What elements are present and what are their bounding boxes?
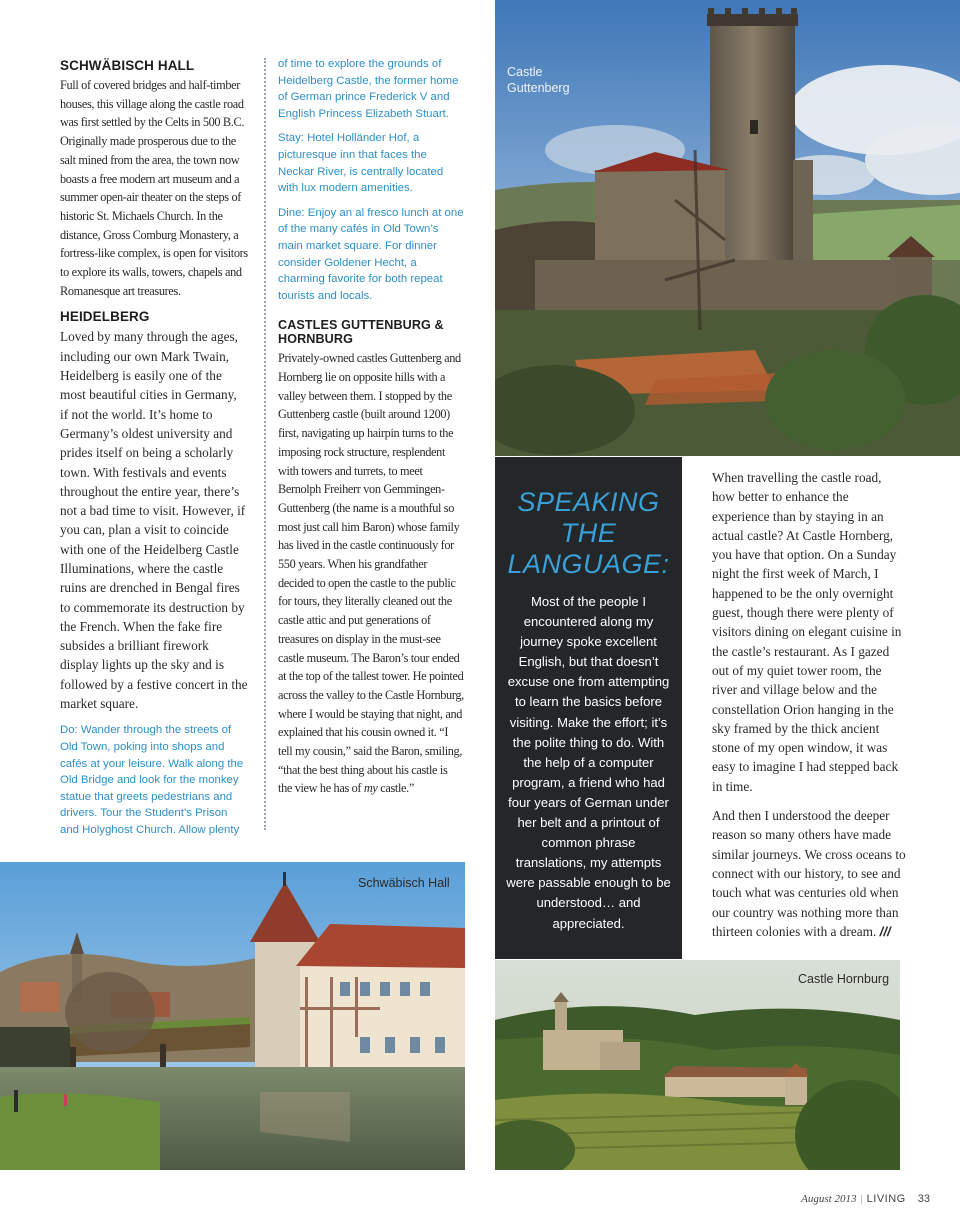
footer-separator: |: [860, 1193, 863, 1205]
sidebar-text: Most of the people I encountered along my journey spoke excellent English, but that doesn’t excuse one from attempting to learn the basics before visiting. Make the effort; it’s the polite thing to do. With the help of a computer program, a friend who had four years of German under her belt and a printout of common phrase translations, my attempts were passable enough to be understood… and appreciated.: [506, 594, 671, 931]
do-tip-continued: of time to explore the grounds of Heidelberg Castle, the former home of German prince Frederick V and English Princess Elizabeth Stuart.: [278, 58, 459, 120]
photo-castle-hornburg: [495, 960, 900, 1170]
page-footer: [801, 1193, 930, 1205]
caption-schwabisch-hall: Schwäbisch Hall: [358, 876, 450, 890]
section-heading-castles: CASTLES GUTTENBURG & HORNBURG: [278, 318, 444, 347]
caption-castle-guttenberg: Castle Guttenberg: [507, 65, 570, 95]
page-number: 33: [917, 1193, 930, 1205]
stay-tip: Stay: Hotel Holländer Hof, a picturesque inn that faces the Neckar River, is centrally located with lux modern amenities.: [278, 132, 444, 195]
magazine-name: LIVING: [866, 1193, 906, 1205]
section-heading-heidelberg: HEIDELBERG: [60, 309, 150, 325]
photo-schwabisch-hall: [0, 862, 465, 1170]
column-2: [278, 56, 464, 798]
do-tip: Do: Wander through the streets of Old Town, poking into shops and cafés at your leisure. Walk along the Old Bridge and look for the monkey statue that greets pedestrians and drivers. Tour the Student’s Prison and Holyghost Church. Allow plenty: [60, 724, 244, 836]
sidebar-speaking-the-language: [495, 457, 682, 959]
dine-tip: Dine: Enjoy an al fresco lunch at one of the many cafés in Old Town’s main market square. For dinner consider Goldener Hecht, a charming favorite for both repeat tourists and locals.: [278, 206, 464, 302]
caption-castle-hornburg: Castle Hornburg: [798, 972, 890, 986]
section-heading-schwabisch-hall: SCHWÄBISCH HALL: [60, 58, 195, 73]
hornberg-body-2: And then I understood the deeper reason so many others have made similar journeys. We cross oceans to connect with our history, to see and touch what was centuries old when our country was nothing more than thirteen colonies with a dream. ///: [712, 808, 906, 939]
photo-castle-guttenberg: [495, 0, 960, 456]
issue-date: August 2013: [801, 1193, 857, 1205]
schwabisch-hall-image: [0, 862, 465, 1170]
schwabisch-hall-body: Full of covered bridges and half-timber houses, this village along the castle road was first settled by the Celts in 500 B.C. Originally made prosperous due to the salt mined from the area, the town now boasts a free modern art museum and a summer open-air theater on the steps of historic St. Michaels Church. In the distance, Gross Comburg Monastery, a fortress-like complex, is open for visitors to explore its walls, towers, chapels and Romanesque art treasures.: [60, 78, 248, 298]
castle-hornburg-image: [495, 960, 900, 1170]
end-mark: ///: [879, 923, 891, 939]
heidelberg-body: Loved by many through the ages, including our own Mark Twain, Heidelberg is easily one of the most beautiful cities in Germany, if not the world. It’s home to Germany’s oldest university and prides itself on being a scholarly town. With festivals and events throughout the entire year, there’s not a bad time to visit. However, if you can, plan a visit to coincide with one of the Heidelberg Castle Illuminations, where the castle ruins are drenched in Bengal fires to commemorate its destruction by the French. When the fake fire subsides a brilliant firework display lights up the sky and is followed by a festive concert in the market square.: [60, 329, 248, 712]
column-4: [712, 468, 906, 941]
sidebar-title: SPEAKING THE LANGUAGE:: [507, 487, 670, 579]
hornberg-body-1: When travelling the castle road, how better to enhance the experience than by staying in an actual castle? At Castle Hornberg, you have that option. On a Sunday night the first week of March, I happened to be the only overnight guest, though there were plenty of visitors dining on elegant cuisine in the castle’s restaurant. As I gazed out of my quiet tower room, the river and village below and the constellation Orion hanging in the sky framed by the thick ancient stone of my open window, it was easy to imagine I had stepped back in time.: [712, 470, 902, 794]
column-divider: [264, 58, 266, 830]
column-1: [60, 58, 248, 839]
castles-body: Privately-owned castles Guttenberg and Hornberg lie on opposite hills with a valley between them. I stopped by the Guttenberg castle (built around 1200) first, navigating up hairpin turns to the imposing rock structure, resplendent with towers and turrets, to meet Bernolph Freiherr von Gemmingen-Guttenberg (the name is a mouthful so most just call him Baron) whose family has lived in the castle continuously for 550 years. When his grandfather decided to open the castle to the public for tours, they literally cleaned out the castle attic and put generations of treasures on display in the must-see castle museum. The Baron’s tour ended at the top of the tallest tower. He pointed across the valley to the Castle Hornburg, where I would be staying that night, and explained that his cousin owned it. “I tell my cousin,” said the Baron, smiling, “that the best thing about his castle is the view he has of my castle.”: [278, 351, 464, 796]
